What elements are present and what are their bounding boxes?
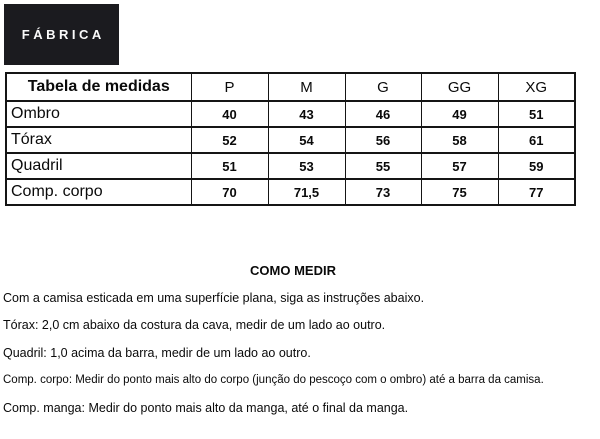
measure-cell: 75: [421, 179, 498, 205]
measure-cell: 70: [191, 179, 268, 205]
measure-cell: 51: [498, 101, 575, 127]
size-col-header-p: P: [191, 73, 268, 101]
measure-cell: 40: [191, 101, 268, 127]
measure-cell: 51: [191, 153, 268, 179]
como-medir-title: COMO MEDIR: [250, 263, 336, 278]
measure-cell: 55: [345, 153, 421, 179]
row-label: Tórax: [6, 127, 191, 153]
measure-cell: 57: [421, 153, 498, 179]
size-table-title: Tabela de medidas: [6, 73, 191, 101]
measure-cell: 53: [268, 153, 345, 179]
measure-cell: 43: [268, 101, 345, 127]
table-row-torax: [6, 127, 575, 153]
size-table-header-row: [6, 73, 575, 101]
measure-cell: 71,5: [268, 179, 345, 205]
measure-cell: 49: [421, 101, 498, 127]
row-label: Ombro: [6, 101, 191, 127]
table-row-ombro: [6, 101, 575, 127]
table-row-comp-corpo: [6, 179, 575, 205]
measure-cell: 73: [345, 179, 421, 205]
instruction-line-torax: Tórax: 2,0 cm abaixo da costura da cava, medir de um lado ao outro.: [3, 318, 386, 332]
row-label: Comp. corpo: [6, 179, 191, 205]
instruction-line-intro: Com a camisa esticada em uma superfície plana, siga as instruções abaixo.: [3, 291, 425, 305]
instruction-line-comp-corpo: Comp. corpo: Medir do ponto mais alto do corpo (junção do pescoço com o ombro) até a barra da camisa.: [3, 374, 544, 386]
size-col-header-gg: GG: [421, 73, 498, 101]
measure-cell: 77: [498, 179, 575, 205]
size-col-header-xg: XG: [498, 73, 575, 101]
measure-cell: 46: [345, 101, 421, 127]
table-row-quadril: [6, 153, 575, 179]
measure-cell: 58: [421, 127, 498, 153]
row-label: Quadril: [6, 153, 191, 179]
brand-logo-text: FÁBRICA: [21, 27, 105, 42]
size-table: [5, 72, 576, 206]
measure-cell: 59: [498, 153, 575, 179]
measure-cell: 54: [268, 127, 345, 153]
instruction-line-quadril: Quadril: 1,0 acima da barra, medir de um lado ao outro.: [3, 346, 311, 360]
measure-cell: 56: [345, 127, 421, 153]
instruction-line-comp-manga: Comp. manga: Medir do ponto mais alto da manga, até o final da manga.: [3, 401, 409, 415]
size-col-header-m: M: [268, 73, 345, 101]
brand-logo: [4, 4, 119, 65]
size-col-header-g: G: [345, 73, 421, 101]
measure-cell: 61: [498, 127, 575, 153]
measure-cell: 52: [191, 127, 268, 153]
